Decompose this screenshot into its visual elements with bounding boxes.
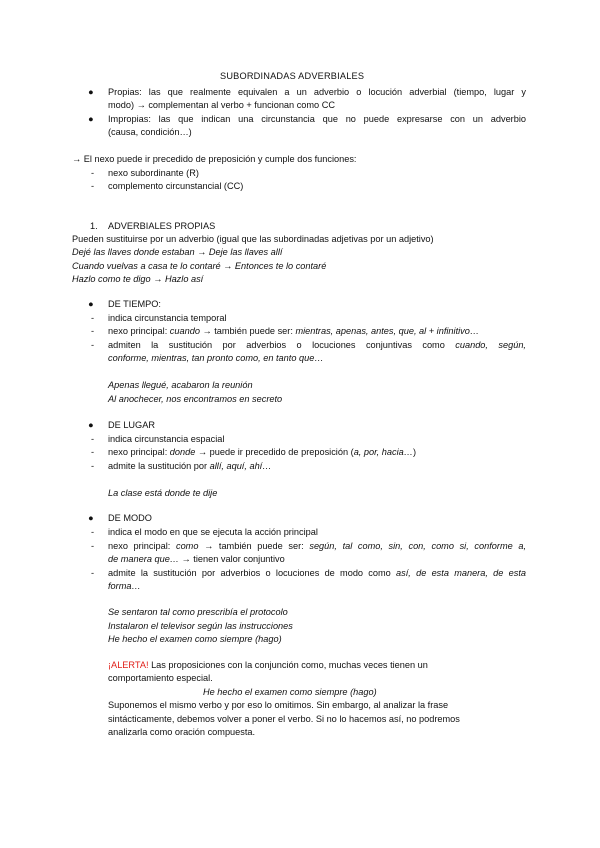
propias-line-1: Propias: las que realmente equivalen a un adverbio o locución adverbial (tiempo, lugar y (108, 87, 526, 97)
alert-line-1: ¡ALERTA! Las proposiciones con la conjunción como, muchas veces tienen un (108, 660, 428, 670)
dash: - (91, 168, 95, 178)
dash: - (91, 181, 95, 191)
alert-label: ¡ALERTA! (108, 660, 149, 670)
tiempo-item-1: indica circunstancia temporal (108, 313, 227, 323)
dash: - (91, 434, 95, 444)
dash: - (91, 447, 95, 457)
nexo-line: → El nexo puede ir precedido de preposición y cumple dos funciones: (72, 154, 357, 164)
example-line: Instalaron el televisor según las instrucciones (108, 621, 293, 631)
alert-line-2: comportamiento especial. (108, 673, 213, 683)
tiempo-heading: DE TIEMPO: (108, 299, 161, 309)
dash: - (91, 340, 95, 350)
example-line: Hazlo como te digo → Hazlo así (72, 274, 204, 284)
lugar-item-3: admite la sustitución por allí, aquí, ahí… (108, 461, 272, 471)
dash: - (91, 326, 95, 336)
bullet: ● (88, 299, 94, 309)
modo-item-2-line-2: de manera que… → tienen valor conjuntivo (108, 554, 285, 564)
page-title: SUBORDINADAS ADVERBIALES (220, 71, 365, 81)
alert-example: He hecho el examen como siempre (hago) (203, 687, 377, 697)
example-line: La clase está donde te dije (108, 488, 218, 498)
modo-item-3-line-1: admite la sustitución por adverbios o locuciones de modo como así, de esta manera, de esta (108, 568, 527, 578)
alert-paragraph-line: analizarla como oración compuesta. (108, 727, 256, 737)
section-description: Pueden sustituirse por un adverbio (igual que las subordinadas adjetivas por un adjetivo) (72, 234, 434, 244)
modo-item-2-line-1: nexo principal: como → también puede ser: según, tal como, sin, con, como si, conforme a, (108, 541, 526, 551)
lugar-item-2: nexo principal: donde → puede ir precedido de preposición (a, por, hacia…) (108, 447, 416, 457)
dash: - (91, 541, 95, 551)
modo-item-1: indica el modo en que se ejecuta la acción principal (108, 527, 318, 537)
alert-paragraph-line: sintácticamente, debemos volver a poner el verbo. Si no lo hacemos así, no podremos (108, 714, 460, 724)
lugar-item-1: indica circunstancia espacial (108, 434, 225, 444)
tiempo-item-3-line-2: conforme, mientras, tan pronto como, en tanto que… (108, 353, 324, 363)
tiempo-item-2: nexo principal: cuando → también puede ser: mientras, apenas, antes, que, al + infinitivo… (108, 326, 480, 336)
dash: - (91, 313, 95, 323)
dash: - (91, 568, 95, 578)
modo-heading: DE MODO (108, 513, 152, 523)
example-line: Al anochecer, nos encontramos en secreto (108, 394, 283, 404)
alert-paragraph-line: Suponemos el mismo verbo y por eso lo omitimos. Sin embargo, al analizar la frase (108, 700, 449, 710)
example-line: Apenas llegué, acabaron la reunión (108, 380, 253, 390)
modo-item-3-line-2: forma… (108, 581, 141, 591)
tiempo-item-3-line-1: admiten la sustitución por adverbios o locuciones conjuntivas como cuando, según, (108, 340, 526, 350)
impropias-line-1: Impropias: las que indican una circunstancia que no puede expresarse con un adverbio (108, 114, 526, 124)
example-line: Dejé las llaves donde estaban → Deje las llaves allí (72, 247, 283, 257)
bullet: ● (88, 114, 94, 124)
propias-line-2: modo) → complementan al verbo + funcionan como CC (108, 100, 335, 110)
funcion-item: complemento circunstancial (CC) (108, 181, 244, 191)
bullet: ● (88, 513, 94, 523)
example-line: He hecho el examen como siempre (hago) (108, 634, 282, 644)
example-line: Se sentaron tal como prescribía el protocolo (108, 607, 288, 617)
example-line: Cuando vuelvas a casa te lo contaré → Entonces te lo contaré (72, 261, 327, 271)
bullet: ● (88, 87, 94, 97)
funcion-item: nexo subordinante (R) (108, 168, 199, 178)
section-number: 1. (90, 221, 98, 231)
impropias-line-2: (causa, condición…) (108, 127, 192, 137)
dash: - (91, 461, 95, 471)
dash: - (91, 527, 95, 537)
bullet: ● (88, 420, 94, 430)
section-heading: ADVERBIALES PROPIAS (108, 221, 216, 231)
lugar-heading: DE LUGAR (108, 420, 155, 430)
